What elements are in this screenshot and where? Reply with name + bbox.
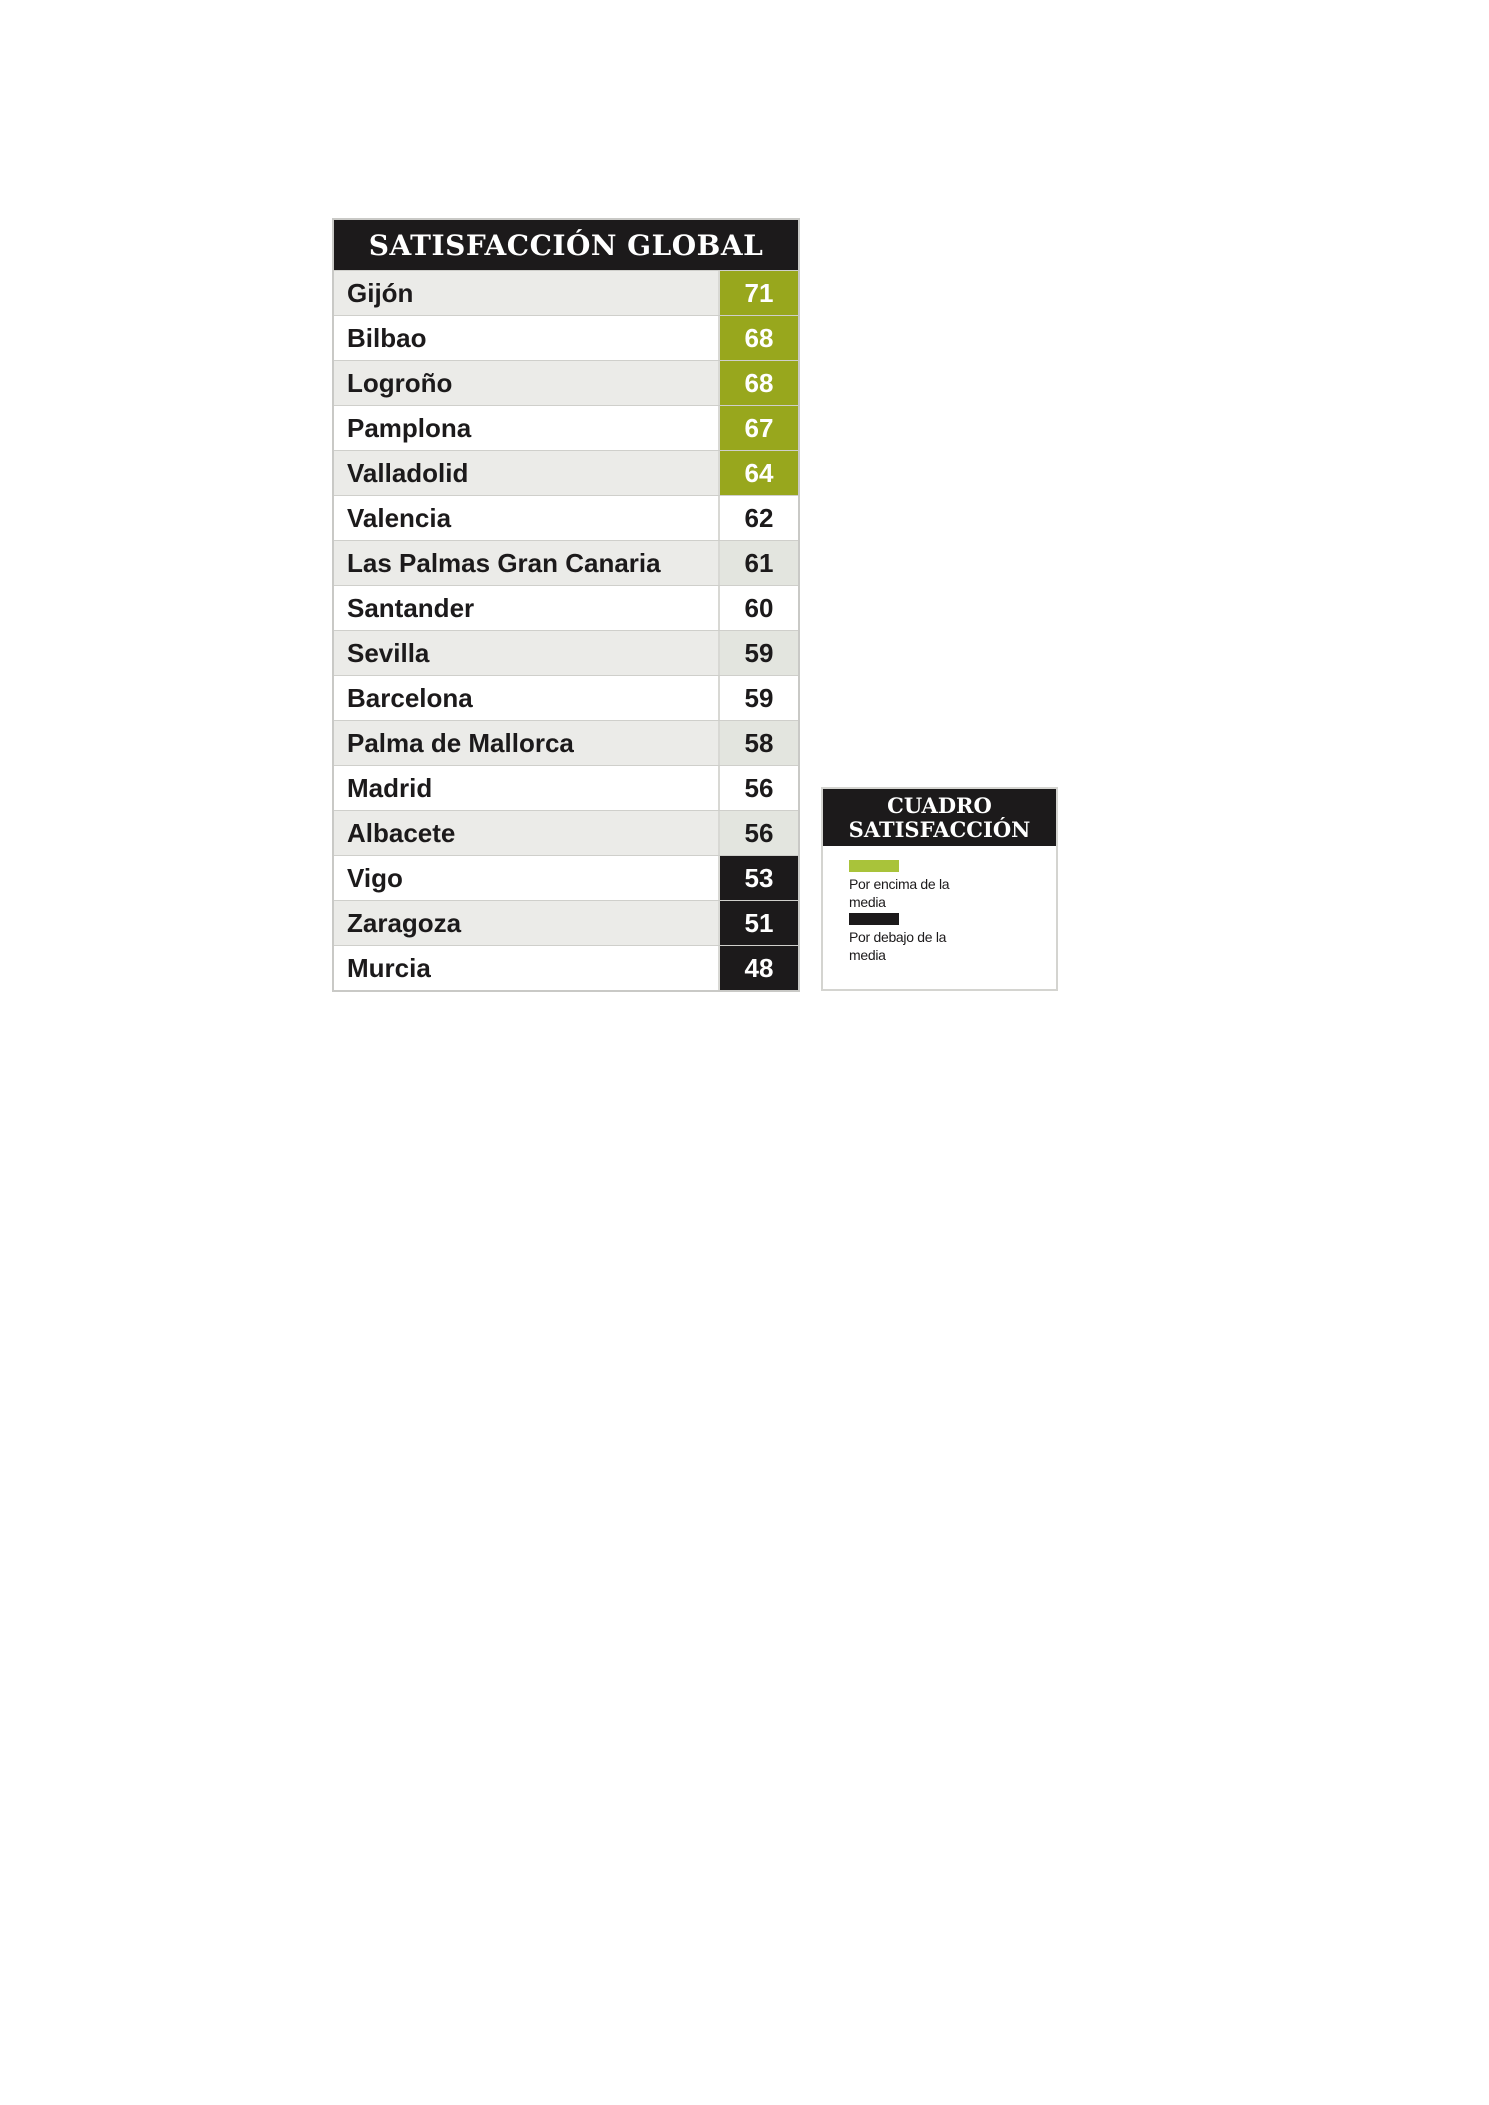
satisfaction-value: 56: [720, 766, 798, 810]
legend-title-line2: SATISFACCIÓN: [848, 817, 1031, 842]
table-row: [334, 405, 798, 450]
legend-swatch-above: [849, 860, 899, 872]
satisfaction-value: 71: [720, 271, 798, 315]
legend-title-line1: CUADRO: [887, 793, 992, 818]
satisfaction-value: 59: [720, 631, 798, 675]
table-row: [334, 855, 798, 900]
city-name: Bilbao: [334, 316, 720, 360]
city-name: Valencia: [334, 496, 720, 540]
legend-label-below: Por debajo de la media: [849, 929, 947, 963]
satisfaction-value: 59: [720, 676, 798, 720]
city-name: Logroño: [334, 361, 720, 405]
city-name: Albacete: [334, 811, 720, 855]
table-row: [334, 495, 798, 540]
legend: [821, 787, 1058, 991]
city-name: Las Palmas Gran Canaria: [334, 541, 720, 585]
table-row: [334, 540, 798, 585]
table-row: [334, 900, 798, 945]
city-name: Pamplona: [334, 406, 720, 450]
table-row: [334, 630, 798, 675]
table-row: [334, 810, 798, 855]
satisfaction-value: 68: [720, 361, 798, 405]
satisfaction-value: 68: [720, 316, 798, 360]
satisfaction-value: 48: [720, 946, 798, 990]
legend-swatch-below: [849, 913, 899, 925]
table-title: SATISFACCIÓN GLOBAL: [334, 220, 798, 270]
table-row: [334, 450, 798, 495]
satisfaction-value: 51: [720, 901, 798, 945]
table-row: [334, 360, 798, 405]
table-row: [334, 675, 798, 720]
city-name: Barcelona: [334, 676, 720, 720]
satisfaction-value: 61: [720, 541, 798, 585]
city-name: Valladolid: [334, 451, 720, 495]
satisfaction-value: 56: [720, 811, 798, 855]
table-row: [334, 720, 798, 765]
legend-title: [823, 789, 1056, 846]
satisfaction-table: [332, 218, 800, 992]
city-name: Gijón: [334, 271, 720, 315]
satisfaction-value: 62: [720, 496, 798, 540]
legend-label-above: Por encima de la media: [849, 876, 950, 910]
city-name: Vigo: [334, 856, 720, 900]
table-row: [334, 270, 798, 315]
satisfaction-value: 53: [720, 856, 798, 900]
city-name: Zaragoza: [334, 901, 720, 945]
city-name: Palma de Mallorca: [334, 721, 720, 765]
city-name: Santander: [334, 586, 720, 630]
satisfaction-value: 64: [720, 451, 798, 495]
table-row: [334, 765, 798, 810]
table-body: [334, 270, 798, 990]
city-name: Madrid: [334, 766, 720, 810]
city-name: Sevilla: [334, 631, 720, 675]
legend-item-above: [849, 860, 1056, 911]
city-name: Murcia: [334, 946, 720, 990]
legend-item-below: [849, 913, 1056, 964]
satisfaction-value: 67: [720, 406, 798, 450]
table-row: [334, 945, 798, 990]
table-row: [334, 315, 798, 360]
table-row: [334, 585, 798, 630]
satisfaction-value: 58: [720, 721, 798, 765]
satisfaction-value: 60: [720, 586, 798, 630]
